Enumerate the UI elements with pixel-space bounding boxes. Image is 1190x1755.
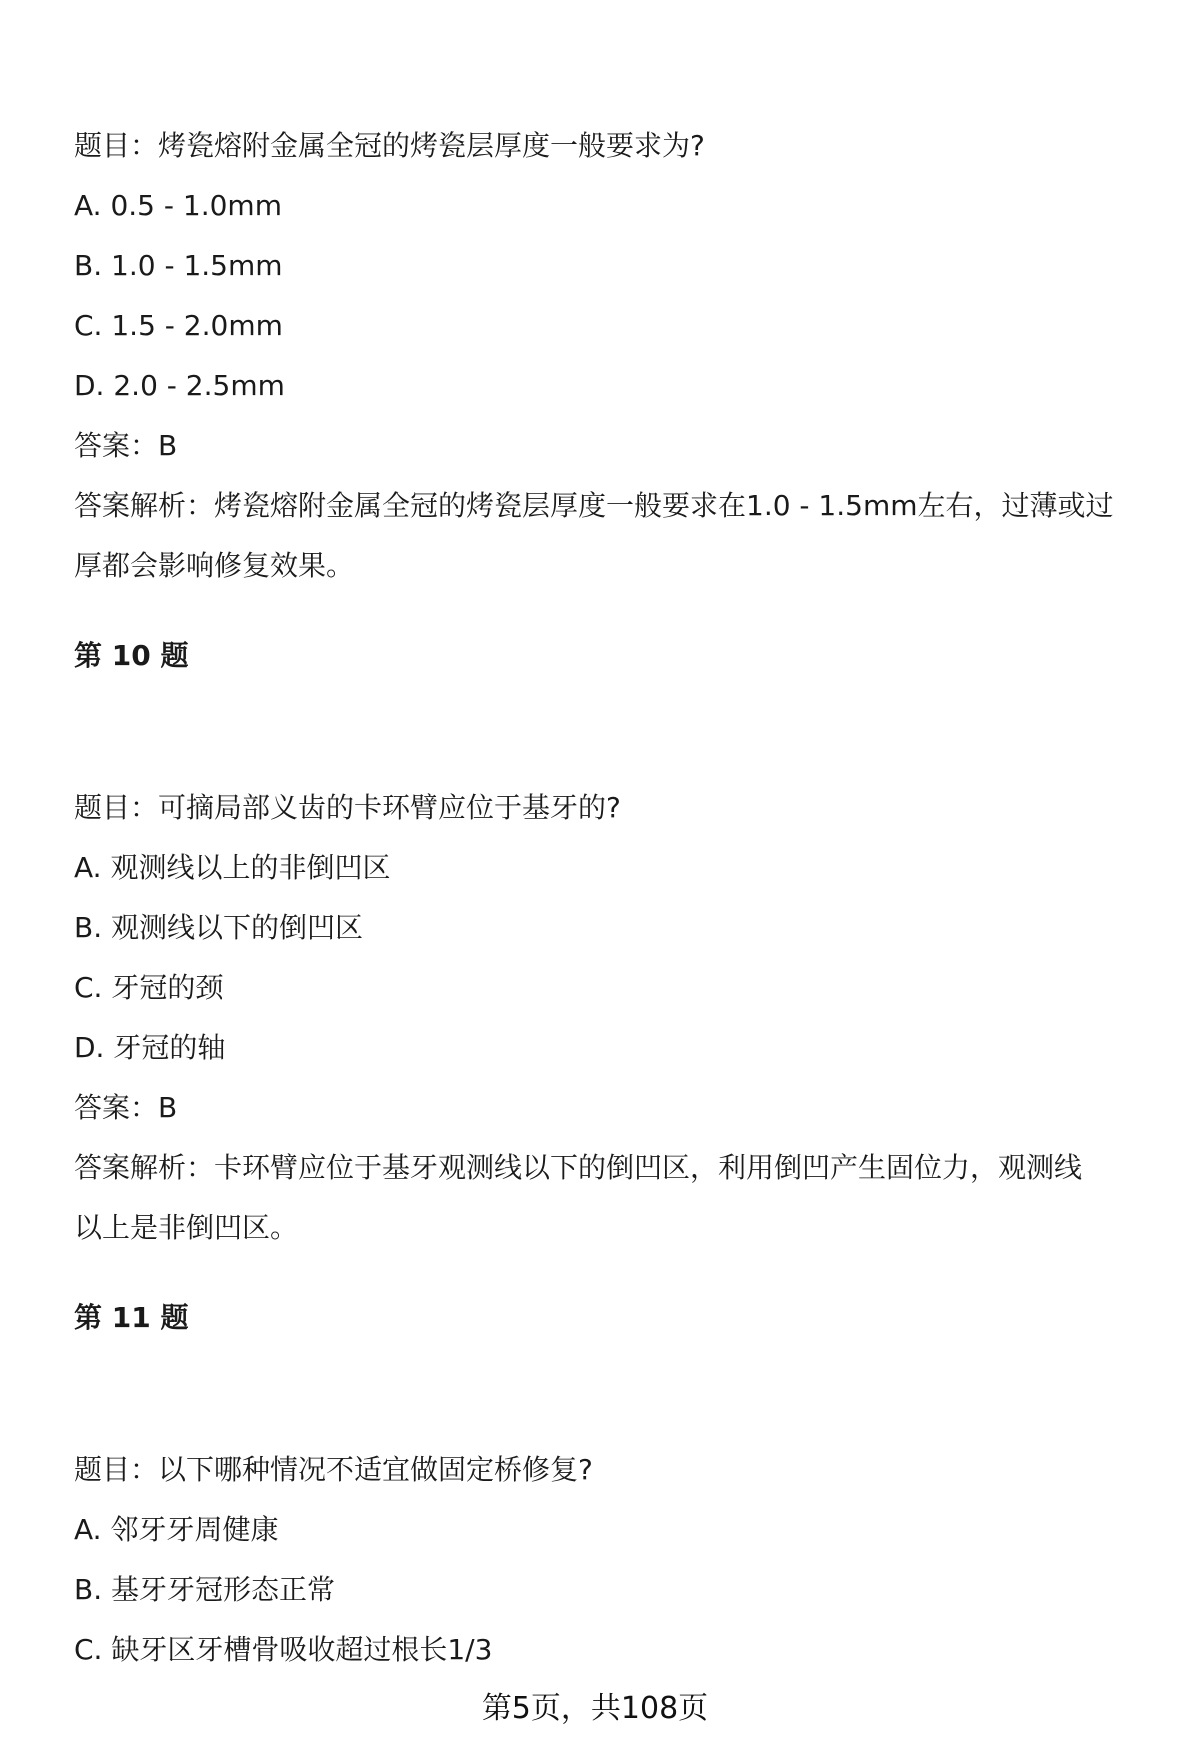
q10-explanation-line1: 答案解析：卡环臂应位于基牙观测线以下的倒凹区，利用倒凹产生固位力，观测线	[74, 1151, 1083, 1184]
q9-option-a: A. 0.5 - 1.0mm	[74, 189, 282, 222]
q9-explanation-line2: 厚都会影响修复效果。	[74, 549, 355, 582]
q9-option-d: D. 2.0 - 2.5mm	[74, 369, 285, 402]
q10-answer: 答案：B	[74, 1091, 178, 1124]
q9-option-c: C. 1.5 - 2.0mm	[74, 309, 283, 342]
q11-heading: 第 11 题	[74, 1301, 189, 1334]
q10-question: 题目：可摘局部义齿的卡环臂应位于基牙的?	[74, 791, 621, 824]
q9-question: 题目：烤瓷熔附金属全冠的烤瓷层厚度一般要求为?	[74, 129, 705, 162]
q10-option-b: B. 观测线以下的倒凹区	[74, 911, 364, 944]
q9-option-b: B. 1.0 - 1.5mm	[74, 249, 283, 282]
q10-option-c: C. 牙冠的颈	[74, 971, 224, 1004]
q11-option-b: B. 基牙牙冠形态正常	[74, 1573, 336, 1606]
q9-answer: 答案：B	[74, 429, 178, 462]
q10-option-d: D. 牙冠的轴	[74, 1031, 226, 1064]
q11-question: 题目：以下哪种情况不适宜做固定桥修复?	[74, 1453, 593, 1486]
q10-explanation-line2: 以上是非倒凹区。	[74, 1211, 299, 1244]
q11-option-c: C. 缺牙区牙槽骨吸收超过根长1/3	[74, 1633, 493, 1666]
q10-heading: 第 10 题	[74, 639, 189, 672]
q11-option-a: A. 邻牙牙周健康	[74, 1513, 279, 1546]
page-number-footer: 第5页，共108页	[481, 1691, 709, 1726]
q10-option-a: A. 观测线以上的非倒凹区	[74, 851, 391, 884]
q9-explanation-line1: 答案解析：烤瓷熔附金属全冠的烤瓷层厚度一般要求在1.0 - 1.5mm左右，过薄或过	[74, 489, 1114, 522]
